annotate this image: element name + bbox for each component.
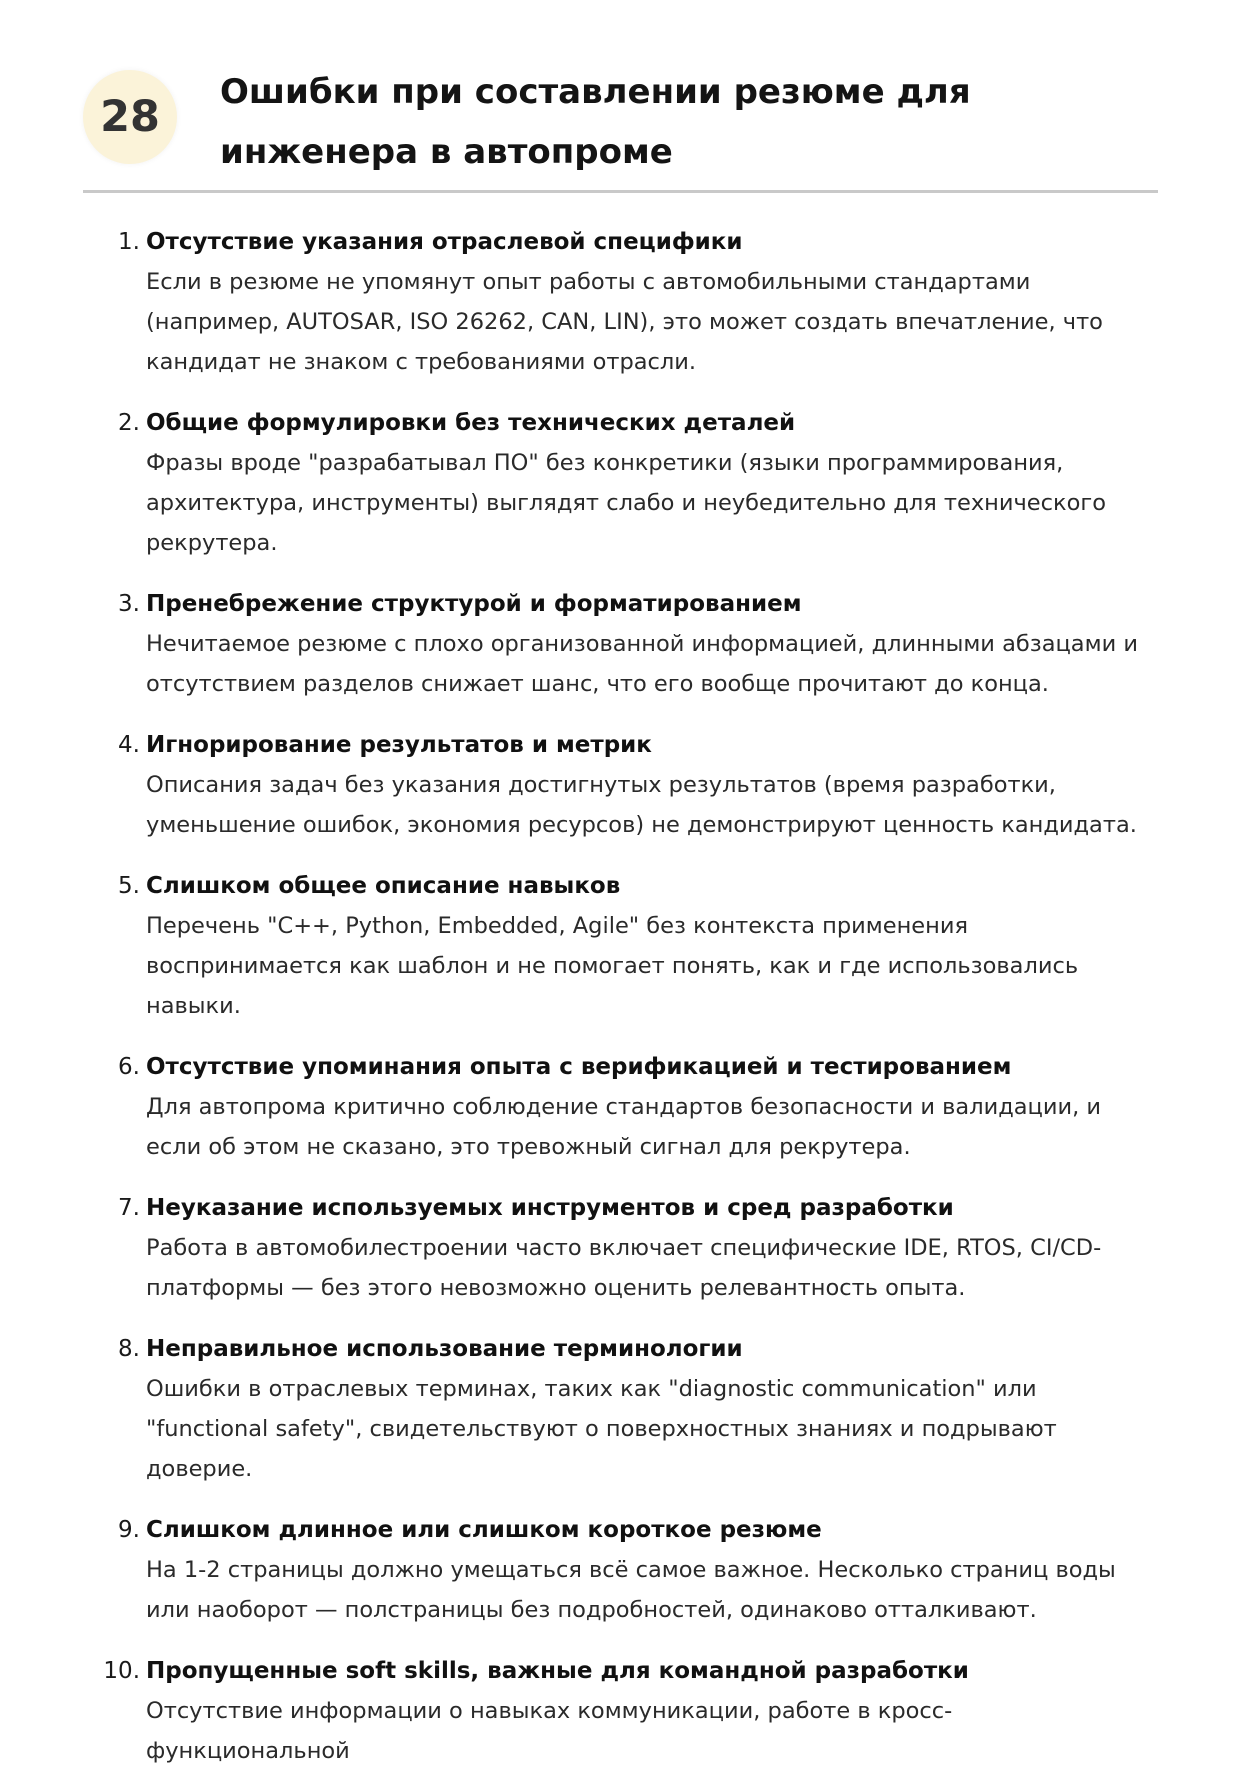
item-description: Фразы вроде "разрабатывал ПО" без конкретики (языки программирования, архитектура, инструменты) выглядят слабо и неубедительно для технического рекрутера. xyxy=(146,450,1106,556)
item-title: Общие формулировки без технических деталей xyxy=(146,410,796,436)
item-title: Отсутствие указания отраслевой специфики xyxy=(146,229,743,255)
item-number: 7. xyxy=(118,1195,140,1221)
item-description: Для автопрома критично соблюдение стандартов безопасности и валидации, и если об этом не сказано, это тревожный сигнал для рекрутера. xyxy=(146,1094,1102,1160)
item-description: Нечитаемое резюме с плохо организованной информацией, длинными абзацами и отсутствием разделов снижает шанс, что его вообще прочитают до конца. xyxy=(146,631,1138,697)
item-number: 6. xyxy=(118,1054,140,1080)
item-number: 3. xyxy=(118,591,140,617)
list-item xyxy=(0,1329,1239,1489)
item-title: Слишком общее описание навыков xyxy=(146,873,621,899)
item-title: Пренебрежение структурой и форматированием xyxy=(146,591,802,617)
list-item xyxy=(0,1188,1239,1308)
item-title: Отсутствие упоминания опыта с верификацией и тестированием xyxy=(146,1054,1012,1080)
item-number: 8. xyxy=(118,1336,140,1362)
item-number: 10. xyxy=(103,1658,140,1684)
item-number: 5. xyxy=(118,873,140,899)
item-description: Работа в автомобилестроении часто включает специфические IDE, RTOS, CI/CD-платформы — без этого невозможно оценить релевантность опыта. xyxy=(146,1235,1102,1301)
item-description: Перечень "C++, Python, Embedded, Agile" без контекста применения воспринимается как шаблон и не помогает понять, как и где использовались навыки. xyxy=(146,913,1079,1019)
item-description: На 1-2 страницы должно умещаться всё самое важное. Несколько страниц воды или наоборот — полстраницы без подробностей, одинаково отталкивают. xyxy=(146,1557,1116,1623)
list-item xyxy=(0,584,1239,704)
list-item xyxy=(0,1510,1239,1630)
item-title: Пропущенные soft skills, важные для командной разработки xyxy=(146,1658,969,1684)
item-number: 1. xyxy=(118,229,140,255)
item-description: Ошибки в отраслевых терминах, таких как "diagnostic communication" или "functional safety", свидетельствуют о поверхностных знаниях и подрывают доверие. xyxy=(146,1376,1057,1482)
item-description: Описания задач без указания достигнутых результатов (время разработки, уменьшение ошибок, экономия ресурсов) не демонстрируют ценность кандидата. xyxy=(146,772,1137,838)
item-description: Отсутствие информации о навыках коммуникации, работе в кросс-функциональной xyxy=(146,1698,953,1764)
list-item xyxy=(0,725,1239,845)
list-item xyxy=(0,1651,1239,1771)
item-number: 4. xyxy=(118,732,140,758)
item-number: 9. xyxy=(118,1517,140,1543)
item-title: Неуказание используемых инструментов и сред разработки xyxy=(146,1195,954,1221)
page-title: Ошибки при составлении резюме для инженера в автопроме xyxy=(220,72,971,172)
list-item xyxy=(0,866,1239,1026)
list-item xyxy=(0,1047,1239,1167)
item-title: Слишком длинное или слишком короткое резюме xyxy=(146,1517,822,1543)
list-item xyxy=(0,403,1239,563)
page-header xyxy=(83,58,1158,193)
item-title: Игнорирование результатов и метрик xyxy=(146,732,652,758)
list-item xyxy=(0,222,1239,382)
item-title: Неправильное использование терминологии xyxy=(146,1336,743,1362)
mistakes-list xyxy=(0,222,1239,1792)
item-number: 2. xyxy=(118,410,140,436)
item-description: Если в резюме не упомянут опыт работы с автомобильными стандартами (например, AUTOSAR, ISO 26262, CAN, LIN), это может создать впечатление, что кандидат не знаком с требованиями отрасли. xyxy=(146,269,1103,375)
chapter-number-badge: 28 xyxy=(83,70,177,164)
